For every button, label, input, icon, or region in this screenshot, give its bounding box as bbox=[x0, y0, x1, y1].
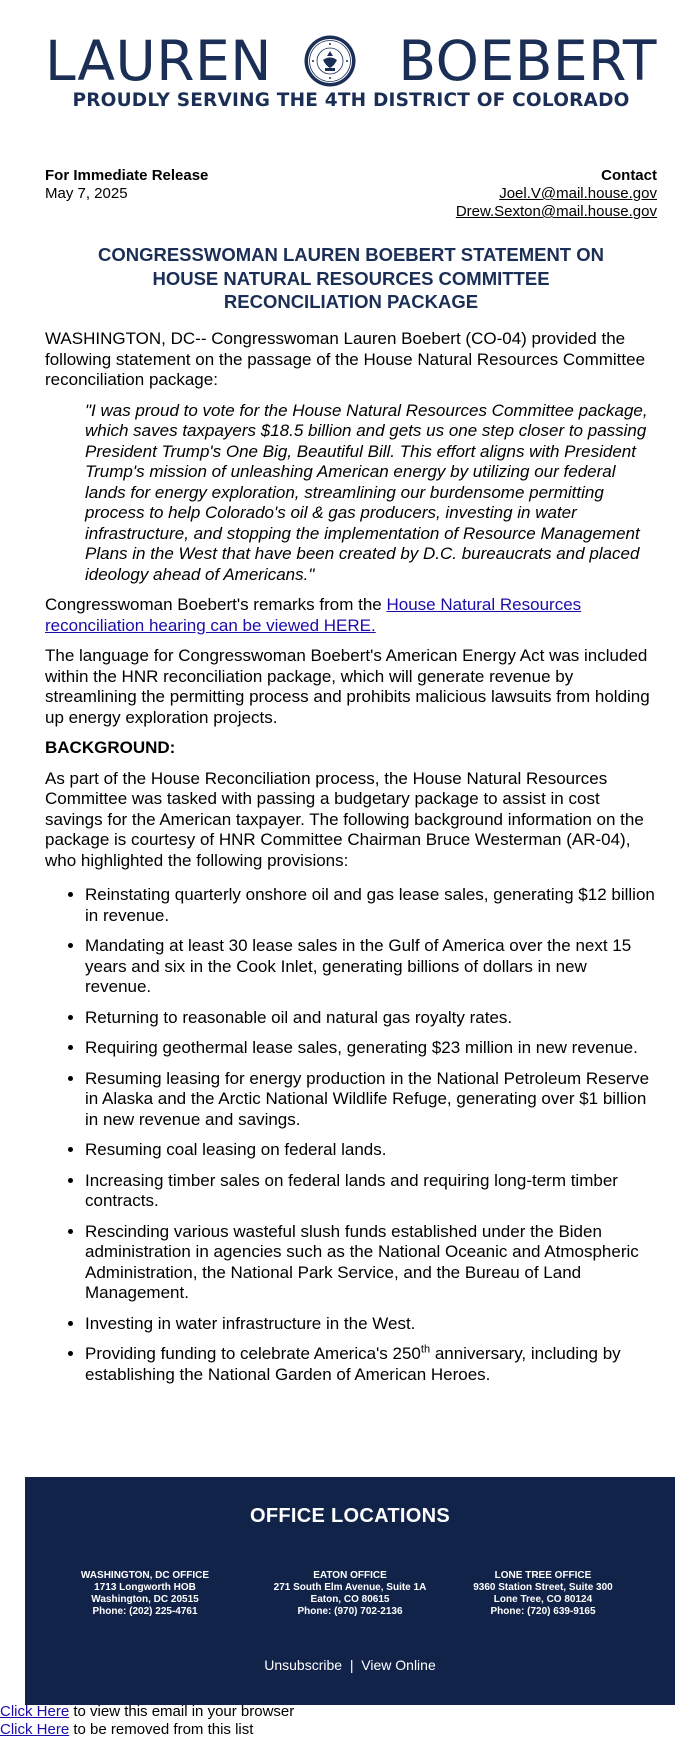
remove-from-list-link[interactable]: Click Here bbox=[0, 1721, 70, 1738]
last-bullet-text-end: anniversary, including by establishing the National Garden of American Heroes. bbox=[85, 1344, 621, 1384]
view-in-browser-link[interactable]: Click Here bbox=[0, 1703, 70, 1720]
press-release-body bbox=[45, 329, 657, 1395]
view-in-browser-text: to view this email in your browser bbox=[69, 1703, 295, 1720]
list-item: • Reinstating quarterly onshore oil and gas lease sales, generating $12 billion in revenue. bbox=[85, 885, 657, 926]
office-eaton bbox=[245, 1570, 455, 1618]
office-address-line: Washington, DC 20515 bbox=[91, 1594, 199, 1605]
remarks-paragraph bbox=[45, 595, 657, 636]
list-item: • Mandating at least 30 lease sales in the Gulf of America over the next 15 years and six in the Cook Inlet, generating billions of dollars in new revenue. bbox=[85, 936, 657, 998]
view-online-link[interactable]: View Online bbox=[361, 1657, 436, 1673]
contact-label: Contact bbox=[601, 167, 657, 184]
background-heading: BACKGROUND: bbox=[45, 738, 176, 757]
office-name: WASHINGTON, DC OFFICE bbox=[80, 1570, 210, 1581]
statement-quote: "I was proud to vote for the House Natural Resources Committee package, which saves taxpayers $18.5 billion and gets us one step closer to passing President Trump's One Big, Beautiful Bill. This effort aligns with President Trump's mission of unleashing American energy by utilizing our federal lands for energy exploration, streamlining our burdensome permitting process to help Colorado's oil & gas producers, investing in water infrastructure, and stopping the implementation of Resource Management Plans in the West that have been created by D.C. bureaucrats and placed ideology ahead of Americans." bbox=[85, 400, 648, 584]
office-dc bbox=[40, 1570, 250, 1618]
footer-links bbox=[25, 1657, 675, 1673]
hearing-video-link[interactable]: House Natural Resources reconciliation hearing can be viewed HERE. bbox=[45, 595, 582, 635]
language-paragraph: The language for Congresswoman Boebert's American Energy Act was included within the HNR reconciliation package, which will generate revenue by streamlining the permitting process and prohibits malicious lawsuits from holding up energy exploration projects. bbox=[45, 646, 650, 727]
tagline: PROUDLY SERVING THE 4TH DISTRICT OF COLORADO bbox=[72, 90, 630, 111]
list-item: • Requiring geothermal lease sales, generating $23 million in new revenue. bbox=[85, 1038, 657, 1059]
ordinal-suffix: th bbox=[420, 1343, 431, 1356]
list-item: • Investing in water infrastructure in the West. bbox=[85, 1314, 657, 1335]
office-address-line: Lone Tree, CO 80124 bbox=[493, 1594, 593, 1605]
contact-info bbox=[456, 167, 657, 221]
email-footer-links bbox=[0, 1703, 294, 1739]
release-info bbox=[45, 167, 208, 203]
list-item: • Returning to reasonable oil and natural gas royalty rates. bbox=[85, 1008, 657, 1029]
release-date: May 7, 2025 bbox=[45, 185, 128, 202]
masthead bbox=[45, 29, 657, 93]
office-address-line: Eaton, CO 80615 bbox=[310, 1594, 390, 1605]
office-lone-tree bbox=[438, 1570, 648, 1618]
title-line-3: RECONCILIATION PACKAGE bbox=[223, 291, 479, 312]
remarks-text: Congresswoman Boebert's remarks from the bbox=[45, 595, 387, 614]
contact-email-drew[interactable]: Drew.Sexton@mail.house.gov bbox=[455, 203, 657, 220]
name-last: BOEBERT bbox=[398, 29, 657, 93]
office-name: LONE TREE OFFICE bbox=[494, 1570, 592, 1581]
list-item bbox=[85, 1344, 657, 1385]
list-item: • Rescinding various wasteful slush funds established under the Biden administration in agencies such as the National Oceanic and Atmospheric Administration, the National Park Service, and the Bureau of Land Management. bbox=[85, 1222, 657, 1304]
house-seal-icon bbox=[303, 34, 357, 88]
list-item: • Increasing timber sales on federal lands and requiring long-term timber contracts. bbox=[85, 1171, 657, 1212]
office-name: EATON OFFICE bbox=[313, 1570, 387, 1581]
office-locations-footer bbox=[25, 1477, 675, 1705]
intro-paragraph: WASHINGTON, DC-- Congresswoman Lauren Boebert (CO-04) provided the following statement on the passage of the House Natural Resources Committee reconciliation package: bbox=[45, 329, 646, 389]
last-bullet-text: Providing funding to celebrate America's 250 bbox=[85, 1344, 421, 1363]
list-item: • Resuming coal leasing on federal lands. bbox=[85, 1140, 657, 1161]
release-label: For Immediate Release bbox=[45, 167, 209, 184]
office-address-line: 9360 Station Street, Suite 300 bbox=[473, 1582, 613, 1593]
contact-email-joel[interactable]: Joel.V@mail.house.gov bbox=[499, 185, 657, 202]
name-first: LAUREN bbox=[45, 29, 272, 93]
office-phone: Phone: (202) 225-4761 bbox=[92, 1606, 198, 1617]
title-line-1: CONGRESSWOMAN LAUREN BOEBERT STATEMENT ON bbox=[97, 244, 604, 265]
press-release-title bbox=[45, 243, 657, 314]
office-address-line: 1713 Longworth HOB bbox=[94, 1582, 196, 1593]
link-separator: | bbox=[349, 1657, 354, 1673]
unsubscribe-link[interactable]: Unsubscribe bbox=[264, 1657, 343, 1673]
footer-heading: OFFICE LOCATIONS bbox=[250, 1505, 450, 1527]
list-item: • Resuming leasing for energy production in the National Petroleum Reserve in Alaska and the Arctic National Wildlife Refuge, generating over $1 billion in new revenue and savings. bbox=[85, 1069, 657, 1131]
title-line-2: HOUSE NATURAL RESOURCES COMMITTEE bbox=[152, 267, 550, 289]
office-phone: Phone: (970) 702-2136 bbox=[297, 1606, 403, 1617]
office-phone: Phone: (720) 639-9165 bbox=[490, 1606, 596, 1617]
remove-from-list-text: to be removed from this list bbox=[69, 1721, 254, 1738]
background-paragraph: As part of the House Reconciliation process, the House Natural Resources Committee was tasked with passing a budgetary package to assist in cost savings for the American taxpayer. The following background information on the package is courtesy of HNR Committee Chairman Bruce Westerman (AR-04), who highlighted the following provisions: bbox=[45, 768, 644, 870]
provisions-list bbox=[45, 885, 657, 1385]
office-address-line: 271 South Elm Avenue, Suite 1A bbox=[273, 1582, 427, 1593]
